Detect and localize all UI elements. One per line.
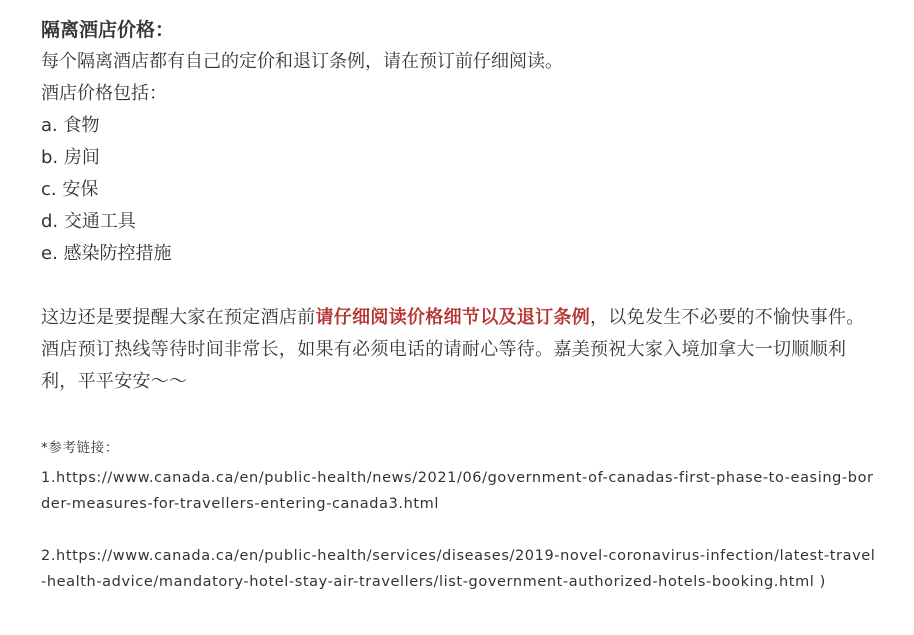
paragraph-gap bbox=[41, 270, 876, 302]
price-includes-list bbox=[41, 110, 876, 270]
reference-link[interactable]: 1.https://www.canada.ca/en/public-health/news/2021/06/government-of-canadas-first-phase-to-easing-border-measures-for-travellers-entering-canada3.html bbox=[41, 470, 874, 512]
reminder-text-before: 这边还是要提醒大家在预定酒店前 bbox=[41, 307, 316, 328]
reference-link[interactable]: 2.https://www.canada.ca/en/public-health/services/diseases/2019-novel-coronavirus-infection/latest-travel-health-advice/mandatory-hotel-stay-air-travellers/list-government-authorized-hotels-booking.html ) bbox=[41, 548, 876, 590]
intro-text: 每个隔离酒店都有自己的定价和退订条例，请在预订前仔细阅读。 bbox=[41, 51, 563, 72]
list-item: c. 安保 bbox=[41, 179, 99, 200]
reference-gap bbox=[41, 517, 881, 543]
article-body bbox=[41, 14, 876, 398]
references-section bbox=[41, 437, 881, 595]
references-title: *参考链接： bbox=[41, 440, 119, 456]
reminder-emphasis: 请仔细阅读价格细节以及退订条例 bbox=[315, 307, 590, 328]
list-item: b. 房间 bbox=[41, 147, 100, 168]
reminder-paragraph bbox=[41, 302, 876, 398]
list-item: a. 食物 bbox=[41, 115, 100, 136]
section-heading: 隔离酒店价格： bbox=[41, 19, 175, 41]
list-item: e. 感染防控措施 bbox=[41, 243, 172, 264]
reminder-text-after: ，以免发生不必要的不愉快事件。酒店预订热线等待时间非常长，如果有必须电话的请耐心等待。嘉美预祝大家入境加拿大一切顺顺利利，平平安安～～ bbox=[41, 307, 865, 392]
list-item: d. 交通工具 bbox=[41, 211, 136, 232]
includes-label: 酒店价格包括： bbox=[41, 83, 167, 104]
